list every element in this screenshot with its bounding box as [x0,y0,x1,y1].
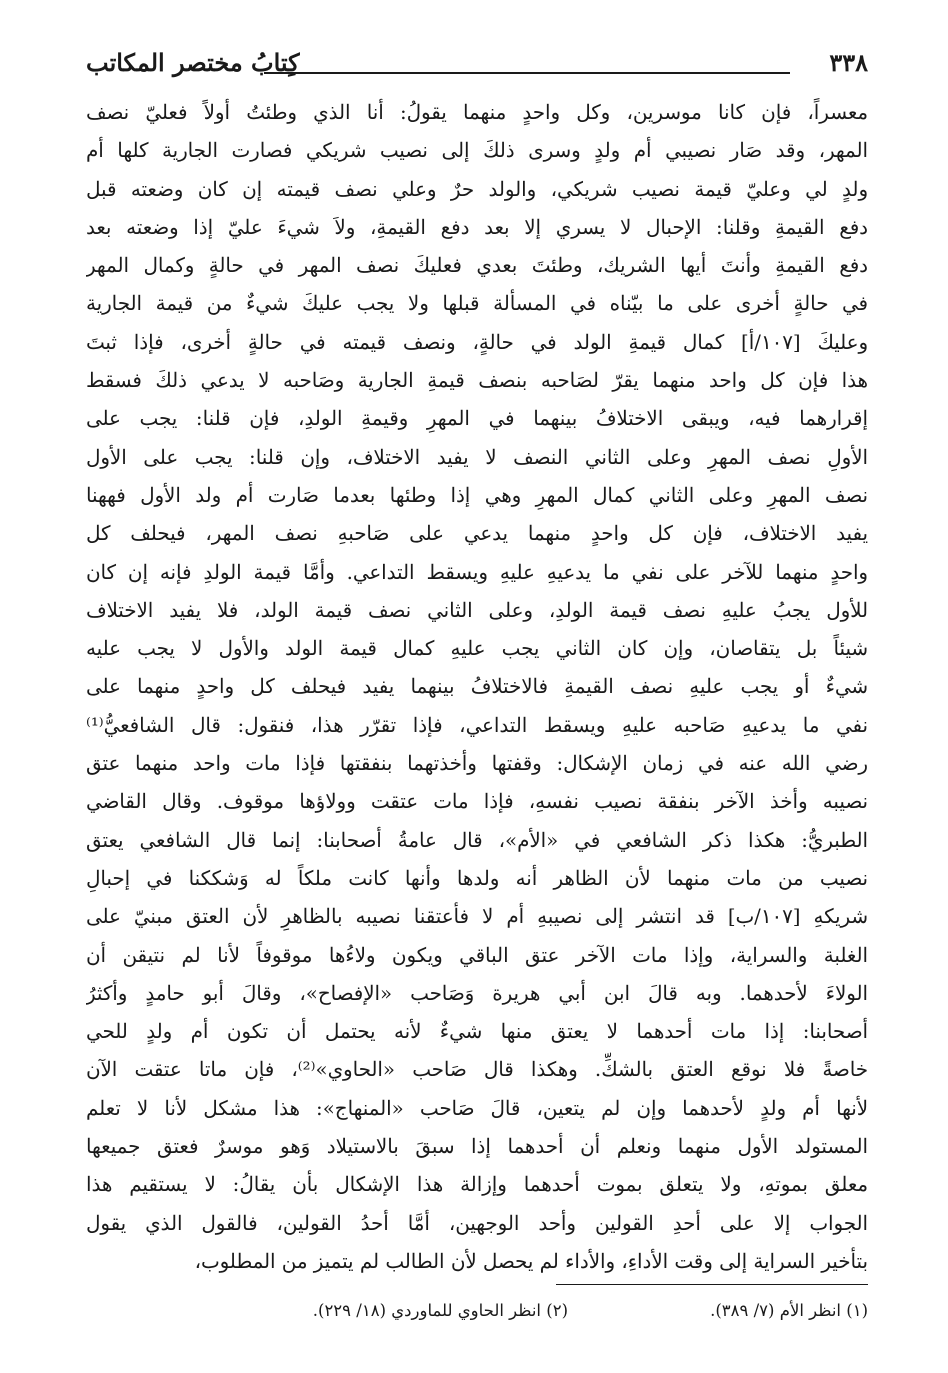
text-line: الطبريُّ: هكذا ذكر الشافعي في «الأم»، قال عامةُ أصحابنا: إنما قال الشافعي يعتق [86,828,868,852]
text-line: معلق بموتهِ، ولا يتعلق بموت أحدهما وإزالة هذا الإشكال بأن يقالُ: لا يستقيم هذا [86,1173,868,1197]
page-number: ٣٣٨ [829,48,868,77]
text-line: نصف المهرِ وعلى الثاني كمال المهرِ وهي إذا وطئها بعدما صَارت أم ولد الأول فههنا [86,483,868,507]
text-line: شريكهِ [١٠٧/ب] قد انتشر إلى نصيبهِ أم لا فأعتقنا نصيبه بالظاهرِ لأن العتق مبنيّ على [86,905,868,929]
text-line: واحدٍ منهما للآخر على نفي ما يدعيهِ عليهِ ويسقط التداعي. وأمَّا قيمة الولدِ فإنه إن كان [86,560,868,584]
text-line: المهر، وقد صَار نصيبي أم ولدٍ وسرى ذلكَ إلى نصيب شريكي فصارت الجارية كلها أم [86,139,868,163]
text-line: الأولِ نصف المهرِ وعلى الثاني النصف لا يفيد الاختلاف، وإن قلنا: يجب على الأول [86,445,868,469]
footnote-rule [556,1284,868,1285]
footnote-2: (٢) انظر الحاوي للماوردي (١٨/ ٢٢٩). [312,1301,568,1320]
text-line: في حالةٍ أخرى على ما بيّناه في المسألة قبلها ولا يجب عليكَ شيءٌ من قيمة الجارية [86,292,868,316]
text-line: بتأخير السراية إلى وقت الأداءِ، والأداء لم يحصل لأن الطالب لم يتميز من المطلوب، [194,1249,868,1273]
header-rule [264,72,790,74]
text-line: المستولد الأول منهما ونعلم أن أحدهما إذا سبقَ بالاستيلاد وَهو موسرٌ فعتق جميعها [86,1135,868,1159]
text-line: إقرارهما فيه، ويبقى الاختلافُ بينهما في المهرِ وقيمةِ الولدِ، فإن قلنا: يجب على [86,407,868,431]
book-title: كِتابُ مختصر المكاتب [86,48,300,77]
text-line: الجواب إلا على أحدِ القولين وأحد الوجهين، أمَّا أحدُ القولين، فالقول الذي يقول [86,1211,868,1235]
text-line: هذا فإن كل واحد منهما يقرّ لصَاحبه بنصف قيمةِ الجارية وصَاحبه لا يدعي ذلكَ فسقط [86,369,868,393]
text-line: وعليكَ [١٠٧/أ] كمال قيمةِ الولد في حالةٍ، ونصف قيمته في حالةٍ أخرى، فإذا ثبتَ [86,330,868,354]
text-line: الولاءَ لأحدهما. وبه قالَ ابن أبي هريرة وَصَاحب «الإفصاح»، وقالَ أبو حامدٍ وأكثرُ [86,981,868,1005]
text-line: الغلبة والسراية، وإذا مات الآخر عتق الباقي ويكون ولاءُها موقوفاً لأنا لم نتيقن أن [86,943,868,967]
text-line: نصيب من مات منهما لأن الظاهر أنه ولدها وأنها كانت ملكاً له وَشككنا في إحبالِ [86,866,868,890]
text-line: نفي ما يدعيهِ صَاحبه عليهِ ويسقط التداعي، فإذا تقرّر هذا، فنقول: قال الشافعيُّ⁽¹⁾ [86,713,868,737]
text-line: يفيد الاختلاف، فإن كل واحدٍ منهما يدعي على صَاحبهِ نصف المهر، فيحلف كل [86,522,868,546]
text-line: معسراً، فإن كانا موسرين، وكل واحدٍ منهما يقولُ: أنا الذي وطئتُ أولاً فعليّ نصف [86,101,868,124]
text-line: رضي الله عنه في زمان الإشكال: وقفتها وأخذتهما بنفقتها فإذا مات واحد منهما عتق [86,752,868,776]
footnotes [86,1296,868,1326]
text-line: أصحابنا: إذا مات أحدهما لا يعتق منها شيءٌ لأنه يحتمل أن تكون أم ولدٍ للحي [86,1020,868,1044]
text-line: نصيبه وأخذ الآخر بنفقة نصيب نفسهِ، فإذا مات عتقت وولاؤها موقوف. وقال القاضي [86,790,868,814]
page-header [86,46,868,86]
text-line: شيئاً بل يتقاصان، وإن كان الثاني يجب عليهِ كمال قيمة الولد والأول لا يجب عليه [86,637,868,661]
text-line: لأنها أم ولدٍ لأحدهما وإن لم يتعين، قالَ صَاحب «المنهاج»: هذا مشكل لأنا لا تعلم [86,1096,868,1120]
text-line: دفع القيمةِ وأنتَ أيها الشريك، وطئتَ بعدي فعليكَ نصف المهر في حالةٍ وكمال المهر [86,254,868,278]
text-line: شيءٌ أو يجب عليهِ نصف القيمةِ فالاختلافُ بينهما يفيد فيحلف كل واحدٍ منهما على [86,675,868,699]
body-text [86,94,868,1281]
text-line: دفع القيمةِ وقلنا: الإحبال لا يسري إلا بعد دفع القيمةِ، ولاَ شيءَ عليّ إذا وضعته بعد [86,215,868,239]
text-line: ولدٍ لي وعليّ قيمة نصيب شريكي، والولد حرٌ وعلي نصف قيمته إن كان وضعته قبل [86,177,868,201]
text-line: للأول يجبُ عليهِ نصف قيمة الولدِ، وعلى الثاني نصف قيمة الولد، فلا يفيد الاختلاف [86,598,868,622]
text-line: خاصةً فلا نوقع العتق بالشكِّ. وهكذا قال صَاحب «الحاوي»⁽²⁾، فإن ماتا عتقت الآن [86,1058,868,1082]
footnote-1: (١) انظر الأم (٧/ ٣٨٩). [710,1301,868,1320]
